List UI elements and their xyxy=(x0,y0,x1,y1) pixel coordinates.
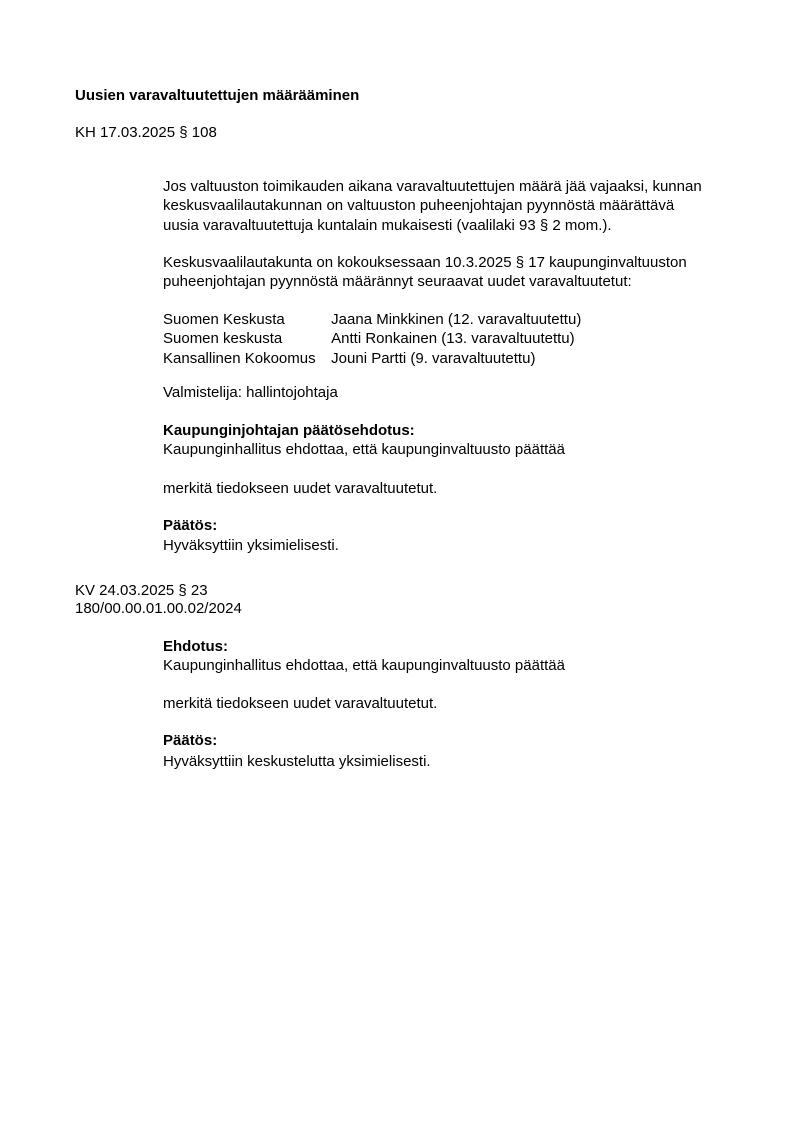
preparer-line: Valmistelija: hallintojohtaja xyxy=(163,384,338,401)
case-number: 180/00.00.01.00.02/2024 xyxy=(75,600,242,617)
kh-decision-heading: Päätös: xyxy=(163,517,218,534)
appointment-row xyxy=(163,349,723,368)
party-name: Suomen Keskusta xyxy=(163,311,285,328)
kh-proposal-text-2: merkitä tiedokseen uudet varavaltuutetut. xyxy=(163,480,438,497)
party-name: Kansallinen Kokoomus xyxy=(163,349,316,367)
kv-decision-heading: Päätös: xyxy=(163,732,218,749)
kv-section-heading: KV 24.03.2025 § 23 xyxy=(75,582,208,599)
appointments-table xyxy=(163,310,723,368)
kv-proposal-text: Kaupunginhallitus ehdottaa, että kaupunginvaltuusto päättää xyxy=(163,657,565,674)
kh-paragraph-1 xyxy=(163,177,723,235)
document-title: Uusien varavaltuutettujen määrääminen xyxy=(75,87,360,104)
party-name: Suomen keskusta xyxy=(163,330,283,348)
kh-section-heading: KH 17.03.2025 § 108 xyxy=(75,124,217,141)
paragraph-line: uusia varavaltuutettuja kuntalain mukaisesti (vaalilaki 93 § 2 mom.). xyxy=(163,216,612,234)
person-name: Antti Ronkainen (13. varavaltuutettu) xyxy=(331,330,575,348)
kh-paragraph-2 xyxy=(163,253,723,292)
appointment-row xyxy=(163,310,723,329)
paragraph-line: puheenjohtajan pyynnöstä määrännyt seuraavat uudet varavaltuutetut: xyxy=(163,273,632,291)
kh-proposal-text: Kaupunginhallitus ehdottaa, että kaupunginvaltuusto päättää xyxy=(163,441,565,458)
paragraph-line: keskusvaalilautakunnan on valtuuston puheenjohtajan pyynnöstä määrättävä xyxy=(163,197,675,215)
kv-proposal-heading: Ehdotus: xyxy=(163,638,228,655)
person-name: Jouni Partti (9. varavaltuutettu) xyxy=(331,349,536,367)
kv-proposal-text-2: merkitä tiedokseen uudet varavaltuutetut. xyxy=(163,695,438,712)
person-name: Jaana Minkkinen (12. varavaltuutettu) xyxy=(331,311,582,328)
paragraph-line: Keskusvaalilautakunta on kokouksessaan 10.3.2025 § 17 kaupunginvaltuuston xyxy=(163,254,687,271)
kh-decision-text: Hyväksyttiin yksimielisesti. xyxy=(163,537,339,554)
kh-proposal-heading: Kaupunginjohtajan päätösehdotus: xyxy=(163,422,415,439)
paragraph-line: Jos valtuuston toimikauden aikana varavaltuutettujen määrä jää vajaaksi, kunnan xyxy=(163,178,702,195)
kv-decision-text: Hyväksyttiin keskustelutta yksimielisesti. xyxy=(163,753,431,770)
appointment-row xyxy=(163,329,723,348)
